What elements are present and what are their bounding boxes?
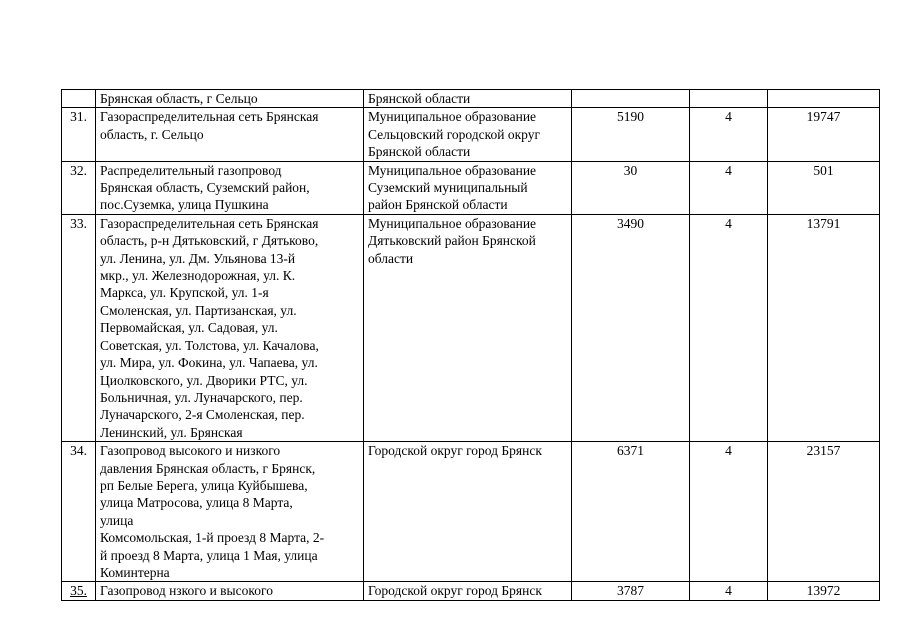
owner-name: Муниципальное образование Суземский муниципальный район Брянской области (364, 161, 572, 214)
category-value: 4 (690, 161, 768, 214)
row-number: 34. (62, 442, 96, 582)
table-row (62, 90, 880, 108)
category-value: 4 (690, 214, 768, 441)
table-row (62, 108, 880, 161)
length-value: 30 (572, 161, 690, 214)
cost-value: 501 (768, 161, 880, 214)
length-value: 6371 (572, 442, 690, 582)
cost-value: 13972 (768, 582, 880, 600)
object-description: Газораспределительная сеть Брянская область, р-н Дятьковский, г Дятьково, ул. Ленина, ул. Дм. Ульянова 13-й мкр., ул. Железнодорожная, ул. К. Маркса, ул. Крупской, ул. 1-я Смоленская, ул. Партизанская, ул. Первомайская, ул. Садовая, ул. Советская, ул. Толстова, ул. Качалова, ул. Мира, ул. Фокина, ул. Чапаева, ул. Циолковского, ул. Дворики РТС, ул. Больничная, ул. Луначарского, пер. Луначарского, 2-я Смоленская, пер. Ленинский, ул. Брянская (96, 214, 364, 441)
owner-name: Городской округ город Брянск (364, 582, 572, 600)
object-description: Газораспределительная сеть Брянская область, г. Сельцо (96, 108, 364, 161)
row-number: 31. (62, 108, 96, 161)
length-value: 5190 (572, 108, 690, 161)
object-description: Распределительный газопровод Брянская область, Суземский район, пос.Суземка, улица Пушкина (96, 161, 364, 214)
length-value: 3787 (572, 582, 690, 600)
owner-name: Муниципальное образование Сельцовский городской округ Брянской области (364, 108, 572, 161)
row-number: 32. (62, 161, 96, 214)
length-value: 3490 (572, 214, 690, 441)
object-description: Брянская область, г Сельцо (96, 90, 364, 108)
object-description: Газопровод высокого и низкого давления Брянская область, г Брянск, рп Белые Берега, улица Куйбышева, улица Матросова, улица 8 Марта, улица Комсомольская, 1-й проезд 8 Марта, 2- й проезд 8 Марта, улица 1 Мая, улица Коминтерна (96, 442, 364, 582)
category-value: 4 (690, 582, 768, 600)
object-description: Газопровод нзкого и высокого (96, 582, 364, 600)
table-row (62, 214, 880, 441)
row-number: 33. (62, 214, 96, 441)
length-value (572, 90, 690, 108)
owner-name: Брянской области (364, 90, 572, 108)
row-number (62, 90, 96, 108)
cost-value: 13791 (768, 214, 880, 441)
owner-name: Муниципальное образование Дятьковский район Брянской области (364, 214, 572, 441)
category-value: 4 (690, 442, 768, 582)
cost-value (768, 90, 880, 108)
table-row (62, 442, 880, 582)
cost-value: 23157 (768, 442, 880, 582)
table-row (62, 161, 880, 214)
row-number: 35. (62, 582, 96, 600)
owner-name: Городской округ город Брянск (364, 442, 572, 582)
cost-value: 19747 (768, 108, 880, 161)
table-row (62, 582, 880, 600)
category-value: 4 (690, 108, 768, 161)
registry-table (61, 89, 880, 601)
category-value (690, 90, 768, 108)
